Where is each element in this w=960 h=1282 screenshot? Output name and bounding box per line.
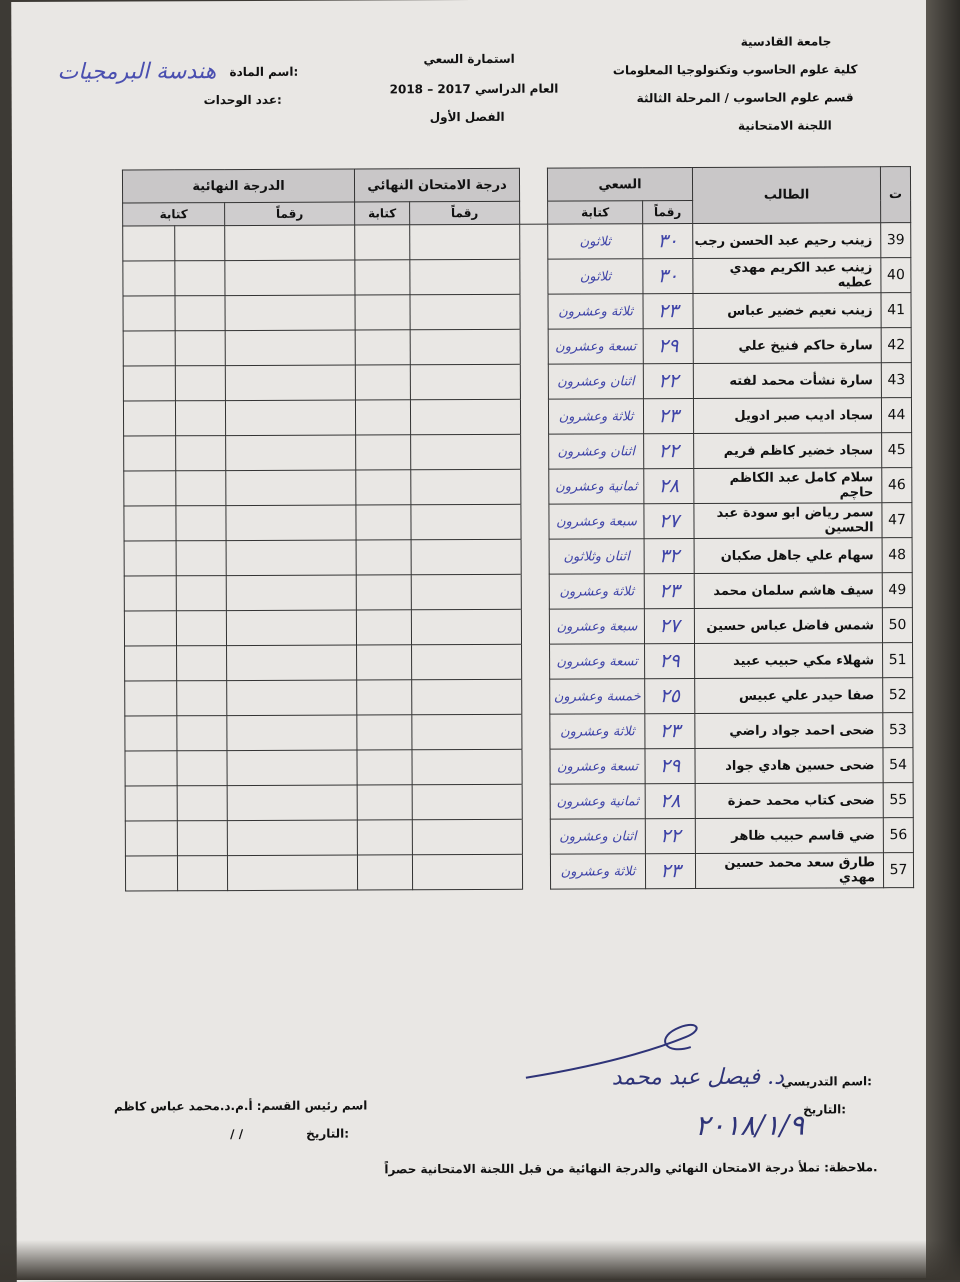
row-spacer	[520, 399, 548, 434]
table-row	[123, 328, 911, 366]
final-numeric	[225, 400, 355, 436]
table-row	[125, 853, 913, 891]
final-written-extra	[123, 226, 175, 261]
final-numeric	[227, 645, 357, 681]
final-written	[176, 611, 226, 646]
effort-numeric: ٣٢	[644, 539, 694, 574]
exam-numeric	[411, 504, 521, 539]
final-numeric	[227, 750, 357, 786]
table-row	[125, 678, 913, 716]
student-name: سلام كامل عبد الكاظم حاچم	[694, 468, 882, 504]
exam-written	[356, 540, 411, 575]
table-row	[124, 608, 912, 646]
final-written	[175, 226, 225, 261]
row-number: 48	[882, 538, 912, 573]
effort-numeric: ٢٩	[645, 644, 695, 679]
student-name: ضي قاسم حبيب ظاهر	[695, 818, 883, 854]
final-written	[176, 506, 226, 541]
table-row	[125, 783, 913, 821]
final-written	[176, 576, 226, 611]
final-written	[175, 261, 225, 296]
document-page	[11, 0, 935, 1282]
exam-written	[356, 505, 411, 540]
subcol-exam-written: كتابة	[355, 202, 410, 225]
effort-numeric: ٢٢	[644, 434, 694, 469]
effort-written: ثمانية وعشرون	[550, 784, 645, 819]
final-written	[175, 331, 225, 366]
final-written-extra	[124, 436, 176, 471]
exam-numeric	[410, 364, 520, 399]
student-name: سهام علي جاهل صكبان	[694, 538, 882, 574]
col-spacer	[519, 168, 547, 224]
effort-numeric: ٣٠	[643, 259, 693, 294]
effort-written: ثلاثون	[548, 224, 643, 259]
exam-numeric	[411, 609, 521, 644]
university-name: جامعة القادسية	[740, 34, 832, 49]
final-numeric	[226, 610, 356, 646]
row-spacer	[522, 679, 550, 714]
effort-written: اثنان وعشرون	[549, 434, 644, 469]
final-written-extra	[124, 506, 176, 541]
table-row	[125, 818, 913, 856]
student-name: ضحى حسين هادي جواد	[695, 748, 883, 784]
student-name: زينب رحيم عبد الحسن رجب	[693, 223, 881, 259]
student-name: زينب عبد الكريم مهدي عطيه	[693, 258, 881, 294]
student-name: صفا حيدر علي عبيس	[695, 678, 883, 714]
exam-written	[356, 435, 411, 470]
col-final-grade: الدرجة النهائية	[122, 169, 354, 203]
effort-written: ثلاثة وعشرون	[549, 574, 644, 609]
subcol-effort-written: كتابة	[548, 201, 643, 224]
exam-written	[357, 785, 412, 820]
effort-numeric: ٢٣	[645, 714, 695, 749]
student-name: طارق سعد محمد حسين مهدي	[695, 853, 883, 889]
row-number: 57	[883, 853, 913, 888]
final-written-extra	[124, 471, 176, 506]
final-written	[177, 856, 227, 891]
table-row	[125, 643, 913, 681]
row-number: 49	[882, 573, 912, 608]
subcol-exam-numeric: رقماً	[410, 201, 520, 224]
row-spacer	[522, 819, 550, 854]
row-spacer	[520, 294, 548, 329]
table-row	[123, 293, 911, 331]
exam-written	[357, 820, 412, 855]
final-numeric	[226, 435, 356, 471]
effort-written: ثلاثة وعشرون	[548, 399, 643, 434]
exam-numeric	[412, 819, 522, 854]
final-numeric	[226, 505, 356, 541]
signature-scribble	[516, 1017, 716, 1098]
row-spacer	[522, 714, 550, 749]
effort-numeric: ٢٨	[644, 469, 694, 504]
row-number: 42	[881, 328, 911, 363]
exam-written	[357, 855, 412, 890]
effort-written: تسعة وعشرون	[548, 329, 643, 364]
final-written-extra	[123, 296, 175, 331]
student-name: سجاد اديب صبر ادويل	[693, 398, 881, 434]
date-blank-left: / /	[230, 1127, 244, 1142]
final-written	[176, 436, 226, 471]
final-written-extra	[124, 576, 176, 611]
final-numeric	[226, 540, 356, 576]
exam-numeric	[410, 329, 520, 364]
final-written	[176, 471, 226, 506]
footer-note: ملاحظة: تملأ درجة الامتحان النهائي والدرجة النهائية من قبل اللجنة الامتحانية حصراً.	[384, 1160, 878, 1177]
academic-year: العام الدراسي 2017 – 2018	[389, 81, 559, 97]
subcol-final-numeric: رقماً	[225, 202, 355, 226]
final-written	[175, 366, 225, 401]
exam-numeric	[410, 259, 520, 294]
row-spacer	[520, 364, 548, 399]
row-number: 46	[882, 468, 912, 503]
exam-written	[356, 470, 411, 505]
final-numeric	[225, 225, 355, 261]
exam-numeric	[412, 644, 522, 679]
table-row	[124, 468, 912, 506]
semester: الفصل الأول	[429, 109, 505, 125]
row-spacer	[522, 854, 550, 889]
date-label-right: التاريخ:	[803, 1102, 847, 1117]
final-numeric	[227, 715, 357, 751]
effort-written: ثلاثة وعشرون	[548, 294, 643, 329]
final-numeric	[227, 820, 357, 856]
subcol-final-written: كتابة	[123, 203, 225, 226]
final-numeric	[227, 680, 357, 716]
effort-written: سبعة وعشرون	[549, 609, 644, 644]
exam-written	[356, 610, 411, 645]
subject-handwritten: هندسة البرمجيات	[57, 59, 217, 85]
exam-written	[355, 330, 410, 365]
final-written-extra	[123, 401, 175, 436]
exam-written	[357, 645, 412, 680]
college-name: كلية علوم الحاسوب وتكنولوجيا المعلومات	[612, 62, 858, 78]
student-name: سجاد خضير كاظم فريم	[694, 433, 882, 469]
effort-written: سبعة وعشرون	[549, 504, 644, 539]
row-spacer	[522, 644, 550, 679]
exam-numeric	[411, 574, 521, 609]
table-row	[123, 363, 911, 401]
row-number: 44	[881, 398, 911, 433]
row-number: 56	[883, 818, 913, 853]
effort-written: ثلاثون	[548, 259, 643, 294]
final-written	[177, 821, 227, 856]
final-written-extra	[123, 331, 175, 366]
exam-numeric	[410, 224, 520, 259]
row-number: 52	[883, 678, 913, 713]
effort-written: اثنان وعشرون	[548, 364, 643, 399]
effort-written: ثلاثة وعشرون	[550, 854, 645, 889]
effort-numeric: ٢٢	[645, 819, 695, 854]
page-shadow-bottom	[0, 1240, 960, 1280]
committee-name: اللجنة الامتحانية	[737, 118, 832, 133]
col-serial: ت	[880, 167, 910, 223]
row-number: 50	[882, 608, 912, 643]
effort-written: خمسة وعشرون	[550, 679, 645, 714]
final-written-extra	[125, 716, 177, 751]
effort-numeric: ٢٧	[644, 504, 694, 539]
final-written-extra	[123, 261, 175, 296]
final-written-extra	[123, 366, 175, 401]
effort-numeric: ٢٨	[645, 784, 695, 819]
page-shadow-right	[926, 0, 960, 1280]
final-written-extra	[124, 611, 176, 646]
final-written	[177, 681, 227, 716]
row-number: 53	[883, 713, 913, 748]
effort-numeric: ٢٣	[643, 399, 693, 434]
subcol-effort-numeric: رقماً	[643, 201, 693, 224]
effort-written: ثلاثة وعشرون	[550, 714, 645, 749]
student-name: ضحى احمد جواد راضي	[695, 713, 883, 749]
effort-written: تسعة وعشرون	[550, 749, 645, 784]
final-written	[177, 646, 227, 681]
row-spacer	[521, 504, 549, 539]
effort-numeric: ٣٠	[643, 224, 693, 259]
table-row	[124, 573, 912, 611]
exam-numeric	[412, 854, 522, 889]
row-spacer	[521, 609, 549, 644]
exam-written	[355, 225, 410, 260]
final-written	[175, 401, 225, 436]
table-row	[124, 503, 912, 541]
final-written	[177, 786, 227, 821]
effort-numeric: ٢٩	[643, 329, 693, 364]
final-numeric	[225, 260, 355, 296]
effort-numeric: ٢٩	[645, 749, 695, 784]
table-row	[125, 748, 913, 786]
effort-numeric: ٢٣	[644, 574, 694, 609]
final-written-extra	[125, 646, 177, 681]
exam-written	[357, 715, 412, 750]
row-spacer	[522, 784, 550, 819]
department-name: قسم علوم الحاسوب / المرحلة الثالثة	[636, 90, 854, 106]
effort-numeric: ٢٣	[643, 294, 693, 329]
final-numeric	[226, 575, 356, 611]
exam-written	[355, 260, 410, 295]
row-number: 47	[882, 503, 912, 538]
exam-written	[357, 750, 412, 785]
final-written	[177, 716, 227, 751]
row-spacer	[521, 469, 549, 504]
row-number: 43	[881, 363, 911, 398]
table-row	[123, 398, 911, 436]
final-written-extra	[125, 856, 177, 891]
exam-numeric	[411, 434, 521, 469]
col-student: الطالب	[692, 167, 880, 224]
teacher-label: اسم التدريسي:	[781, 1074, 872, 1089]
effort-numeric: ٢٢	[643, 364, 693, 399]
effort-numeric: ٢٥	[645, 679, 695, 714]
exam-written	[357, 680, 412, 715]
final-written	[176, 541, 226, 576]
table-row	[125, 713, 913, 751]
effort-written: تسعة وعشرون	[550, 644, 645, 679]
effort-written: ثمانية وعشرون	[549, 469, 644, 504]
row-number: 39	[881, 223, 911, 258]
row-number: 40	[881, 258, 911, 293]
exam-numeric	[412, 714, 522, 749]
row-spacer	[521, 539, 549, 574]
grades-table	[122, 166, 914, 891]
final-numeric	[227, 855, 357, 891]
exam-written	[355, 400, 410, 435]
units-label: عدد الوحدات:	[203, 92, 282, 108]
row-spacer	[522, 749, 550, 784]
exam-numeric	[410, 294, 520, 329]
final-numeric	[225, 330, 355, 366]
exam-numeric	[412, 784, 522, 819]
final-numeric	[225, 365, 355, 401]
exam-written	[355, 295, 410, 330]
exam-written	[356, 575, 411, 610]
final-written-extra	[124, 541, 176, 576]
final-written	[175, 296, 225, 331]
student-name: سيف هاشم سلمان محمد	[694, 573, 882, 609]
teacher-signature: د. فيصل عبد محمد	[611, 1064, 784, 1091]
final-numeric	[226, 470, 356, 506]
student-name: زينب نعيم خضير عباس	[693, 293, 881, 329]
student-name: سارة حاكم فنيخ علي	[693, 328, 881, 364]
row-number: 55	[883, 783, 913, 818]
final-numeric	[227, 785, 357, 821]
effort-written: اثنان وعشرون	[550, 819, 645, 854]
subject-label: اسم المادة:	[229, 64, 299, 80]
table-row	[123, 258, 911, 296]
table-row	[123, 223, 911, 261]
final-written	[177, 751, 227, 786]
effort-numeric: ٢٧	[644, 609, 694, 644]
row-spacer	[520, 329, 548, 364]
student-name: ضحى كتاب محمد حمزة	[695, 783, 883, 819]
row-number: 45	[882, 433, 912, 468]
student-name: سمر رياض ابو سودة عبد الحسين	[694, 503, 882, 539]
row-number: 41	[881, 293, 911, 328]
final-numeric	[225, 295, 355, 331]
row-number: 54	[883, 748, 913, 783]
row-spacer	[521, 434, 549, 469]
exam-numeric	[411, 469, 521, 504]
department-head: اسم رئيس القسم: أ.م.د.محمد عباس كاظم	[114, 1098, 368, 1114]
exam-numeric	[412, 679, 522, 714]
col-effort: السعي	[547, 168, 692, 202]
form-title: استمارة السعي	[423, 51, 515, 67]
exam-numeric	[410, 399, 520, 434]
final-written-extra	[125, 821, 177, 856]
row-spacer	[520, 259, 548, 294]
exam-numeric	[411, 539, 521, 574]
effort-written: اثنان وثلاثون	[549, 539, 644, 574]
final-written-extra	[125, 786, 177, 821]
student-name: سارة نشأت محمد لفته	[693, 363, 881, 399]
final-written-extra	[125, 751, 177, 786]
effort-numeric: ٢٣	[645, 854, 695, 889]
table-row	[124, 538, 912, 576]
final-written-extra	[125, 681, 177, 716]
row-spacer	[520, 224, 548, 259]
student-name: شمس فاضل عباس حسين	[694, 608, 882, 644]
table-row	[124, 433, 912, 471]
student-name: شهلاء مكي حبيب عبيد	[695, 643, 883, 679]
exam-numeric	[412, 749, 522, 784]
date-label-left: التاريخ:	[306, 1126, 350, 1141]
date-value-right: ٢٠١٨/١/٩	[694, 1108, 805, 1143]
exam-written	[355, 365, 410, 400]
row-number: 51	[883, 643, 913, 678]
col-final-exam: درجة الامتحان النهائي	[354, 168, 519, 202]
row-spacer	[521, 574, 549, 609]
